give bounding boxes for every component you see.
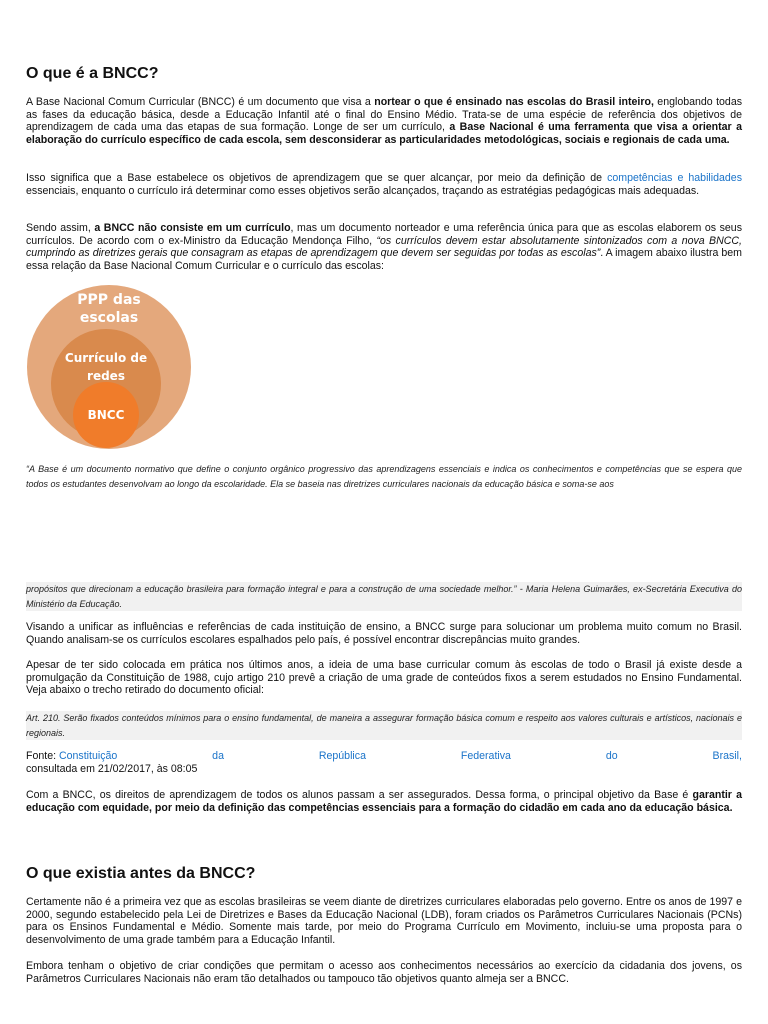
source-label: Fonte: bbox=[26, 750, 59, 762]
source-consulted-date: consultada em 21/02/2017, às 08:05 bbox=[26, 762, 198, 775]
link-federativa[interactable]: Federativa bbox=[460, 750, 511, 762]
outer-label-line1: PPP das bbox=[77, 292, 141, 308]
source-citation bbox=[26, 750, 742, 775]
text: . A imagem abaixo ilustra bem essa relação da Base Nacional Comum Curricular e o currículo das escolas: bbox=[26, 247, 743, 272]
link-da[interactable]: da bbox=[212, 750, 224, 762]
link-competencias-habilidades[interactable]: competências e habilidades bbox=[607, 172, 742, 184]
text: Sendo assim, bbox=[26, 222, 95, 234]
bold-text: a BNCC não consiste em um currículo bbox=[94, 222, 291, 234]
paragraph-unify: Visando a unificar as influências e referências de cada instituição de ensino, a BNCC surge para solucionar um problema muito comum no Brasil. Quando analisam-se os currículos escolares espalhados pelo país, é possível encontrar discrepâncias muito grandes. bbox=[26, 621, 742, 646]
italic-quote: “os currículos devem estar absolutamente sintonizados com a nova BNCC, cumprindo as diretrizes gerais que consagram as etapas de aprendizagem que devem ser seguidas por todas as escolas” bbox=[26, 234, 742, 260]
source-line bbox=[26, 750, 742, 763]
link-brasil[interactable]: Brasil, bbox=[712, 750, 742, 762]
text: A Base Nacional Comum Curricular (BNCC) é um documento que visa a bbox=[26, 96, 375, 108]
blockquote-maria-helena-part1: “A Base é um documento normativo que define o conjunto orgânico progressivo das aprendizagens essenciais e indica os conhecimentos e competências que se espera que todos os estudantes desenvolvam ao longo da escolaridade. Ela se baseia nas diretrizes curriculares nacionais da educação básica e soma-se aos bbox=[26, 464, 742, 489]
paragraph-pcns: Certamente não é a primeira vez que as escolas brasileiras se veem diante de diretrizes curriculares elaboradas pelo governo. Entre os anos de 1997 e 2000, segundo estabelecido pela Lei de Diretrizes e Bases da Educação Nacional (LDB), foram criados os Parâmetros Curriculares Nacionais (PCNs) para os Ensinos Fundamental e Médio. Somente mais tarde, por meio do Programa Currículo em Movimento, incluiu-se uma proposta para o desenvolvimento de uma grade também para a Educação Infantil. bbox=[26, 896, 742, 946]
text: Com a BNCC, os direitos de aprendizagem de todos os alunos passam a ser assegurados. Dessa forma, o principal objetivo da Base é bbox=[26, 789, 693, 801]
section-heading-what-is-bncc: O que é a BNCC? bbox=[26, 65, 159, 82]
outer-label-line2: escolas bbox=[79, 310, 139, 326]
blockquote-art-210: Art. 210. Serão fixados conteúdos mínimos para o ensino fundamental, de maneira a assegurar formação básica comum e respeito aos valores culturais e artísticos, nacionais e regionais. bbox=[26, 711, 742, 740]
bold-text: a Base Nacional é uma ferramenta que visa a orientar a elaboração do currículo específico de cada escola, sem desconsiderar as particularidades metodológicas, sociais e regionais de cada uma. bbox=[26, 121, 742, 146]
section-heading-before-bncc: O que existia antes da BNCC? bbox=[26, 865, 256, 882]
source-first bbox=[26, 750, 117, 763]
paragraph-pcns-limits: Embora tenham o objetivo de criar condições que permitam o acesso aos conhecimentos necessários ao exercício da cidadania dos jovens, os Parâmetros Curriculares Nacionais não eram tão detalhados ou tampouco tão objetivos quanto almeja ser a BNCC. bbox=[26, 960, 742, 985]
paragraph-objectives bbox=[26, 172, 742, 197]
middle-label-line1: Currículo de bbox=[64, 351, 148, 365]
paragraph-intro bbox=[26, 96, 742, 146]
inner-label: BNCC bbox=[87, 408, 125, 422]
link-do[interactable]: do bbox=[605, 750, 618, 762]
link-constituicao[interactable]: Constituição bbox=[58, 750, 118, 762]
link-republica[interactable]: República bbox=[318, 750, 366, 762]
bold-text: garantir a educação com equidade, por meio da definição das competências essenciais para a formação do cidadão em cada ano da educação básica. bbox=[26, 789, 742, 814]
blockquote-maria-helena-part2: propósitos que direcionam a educação brasileira para formação integral e para a construção de uma sociedade melhor.” - Maria Helena Guimarães, ex-Secretária Executiva do Ministério da Educação. bbox=[26, 582, 742, 611]
text: englobando todas as fases da educação básica, desde a Educação Infantil até o final do Ensino Médio. Trata-se de uma espécie de referência dos objetivos de aprendizagem de cada uma das etapas de sua formação. Longe de ser um currículo, bbox=[26, 96, 743, 134]
nested-circles-diagram bbox=[26, 284, 192, 450]
bold-text: nortear o que é ensinado nas escolas do Brasil inteiro, bbox=[374, 96, 654, 108]
text: , mas um documento norteador e uma referência única para que as escolas elaborem os seus currículos. De acordo com o ex-Ministro da Educação Mendonça Filho, bbox=[26, 222, 742, 247]
text: essenciais, enquanto o currículo irá determinar como esses objetivos serão alcançados, traçando as estratégias pedagógicas mais adequadas. bbox=[26, 184, 700, 197]
paragraph-objective bbox=[26, 789, 742, 814]
paragraph-constitution: Apesar de ter sido colocada em prática nos últimos anos, a ideia de uma base curricular comum às escolas de todo o Brasil já existe desde a promulgação da Constituição de 1988, cujo artigo 210 prevê a criação de uma grade de conteúdos fixos a serem estudados no Ensino Fundamental. Veja abaixo o trecho retirado do documento oficial: bbox=[26, 659, 742, 697]
text: Isso significa que a Base estabelece os objetivos de aprendizagem que se quer alcançar, por meio da definição de bbox=[26, 172, 608, 184]
paragraph-not-curriculum bbox=[26, 222, 742, 272]
middle-label-line2: redes bbox=[87, 369, 125, 383]
